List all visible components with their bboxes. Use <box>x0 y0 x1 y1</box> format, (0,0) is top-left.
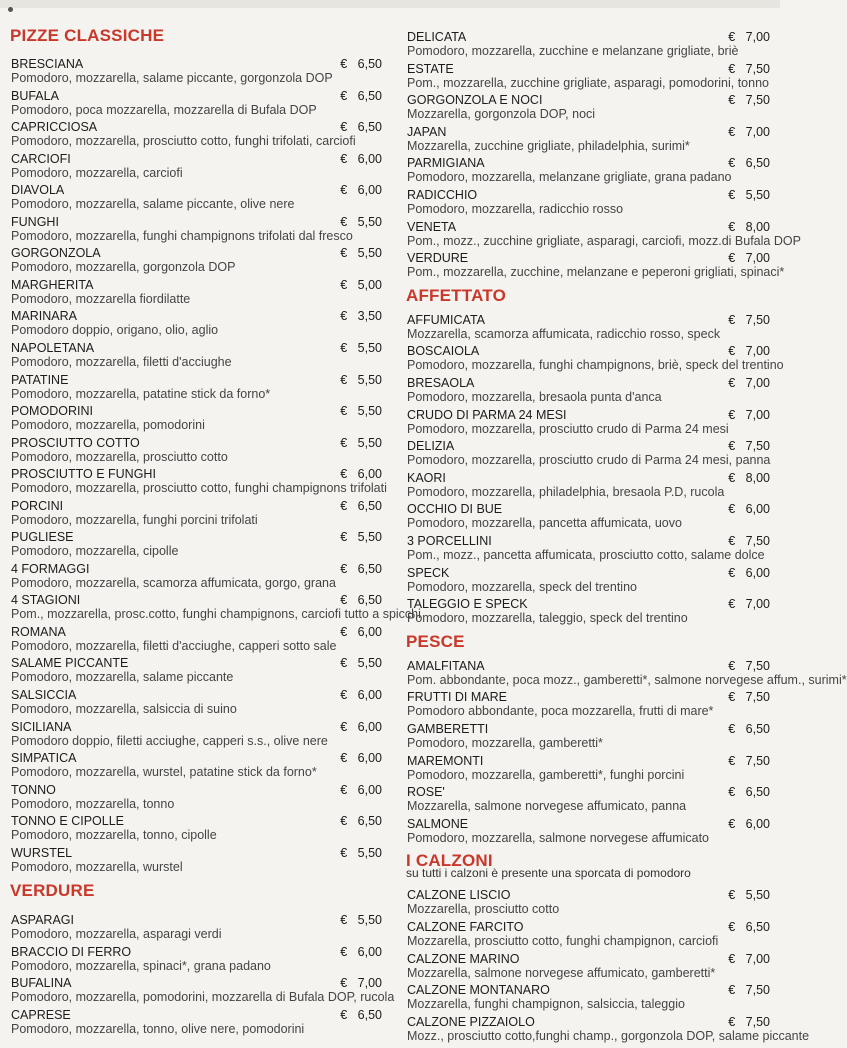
item-name: WURSTEL <box>11 845 73 860</box>
item-price: € 7,00 <box>728 124 770 139</box>
item-price: € 8,00 <box>728 470 770 485</box>
menu-item <box>406 566 770 598</box>
menu-item <box>406 754 770 786</box>
item-description: Pom. abbondante, poca mozz., gamberetti*, salmone norvegese affum., surimi* <box>407 672 847 687</box>
item-name: TALEGGIO E SPECK <box>407 597 528 612</box>
item-price: € 5,00 <box>340 277 382 292</box>
section-note: su tutti i calzoni è presente una sporcata di pomodoro <box>406 866 691 881</box>
item-price: € 6,00 <box>340 719 382 734</box>
item-description: Pomodoro, mozzarella, melanzane grigliate, grana padano <box>407 170 732 185</box>
menu-item <box>10 89 382 121</box>
item-name: GORGONZOLA <box>11 246 101 261</box>
item-price: € 6,50 <box>340 814 382 829</box>
item-price: € 6,50 <box>340 498 382 513</box>
item-price: € 6,50 <box>728 156 770 171</box>
item-price: € 5,50 <box>340 246 382 261</box>
item-name: BRACCIO DI FERRO <box>11 944 132 959</box>
item-name: TONNO <box>11 782 56 797</box>
item-description: Pomodoro, mozzarella, scamorza affumicata, gorgo, grana <box>11 575 336 590</box>
item-name: BUFALA <box>11 88 59 103</box>
item-name: VERDURE <box>407 251 469 266</box>
item-description: Pomodoro, mozzarella fiordilatte <box>11 291 191 306</box>
menu-item <box>406 439 770 471</box>
item-price: € 7,50 <box>728 439 770 454</box>
item-name: SALSICCIA <box>11 688 77 702</box>
item-description: Pomodoro, mozzarella, taleggio, speck del trentino <box>407 611 688 626</box>
item-name: CALZONE MONTANARO <box>407 983 550 998</box>
item-name: PROSCIUTTO E FUNGHI <box>11 467 156 482</box>
item-price: € 7,00 <box>728 597 770 612</box>
item-description: Pomodoro, mozzarella, salame piccante <box>11 670 234 685</box>
item-description: Pomodoro abbondante, poca mozzarella, frutti di mare* <box>407 704 714 719</box>
menu-item <box>406 188 770 220</box>
item-name: ASPARAGI <box>11 913 74 928</box>
menu-item <box>406 952 770 984</box>
section-heading: AFFETTATO <box>406 285 507 305</box>
menu-item <box>406 534 770 566</box>
item-name: CALZONE FARCITO <box>407 920 524 934</box>
menu-item <box>10 814 382 846</box>
menu-item <box>406 62 770 94</box>
item-description: Pom., mozzarella, zucchine, melanzane e peperoni grigliati, spinaci* <box>407 265 785 280</box>
menu-item <box>10 341 382 373</box>
item-price: € 6,00 <box>340 944 382 959</box>
item-price: € 6,50 <box>728 785 770 800</box>
item-price: € 5,50 <box>340 656 382 671</box>
item-description: Pomodoro, mozzarella, tonno, cipolle <box>11 828 217 843</box>
menu-item <box>406 658 847 691</box>
photo-top-edge <box>0 0 780 8</box>
item-description: Mozz., prosciutto cotto,funghi champ., gorgonzola DOP, salame piccante <box>407 1028 810 1043</box>
item-price: € 7,00 <box>340 976 382 991</box>
menu-item <box>406 30 770 62</box>
item-price: € 7,00 <box>728 344 770 359</box>
item-description: Pomodoro, mozzarella, prosciutto cotto, funghi champignons trifolati <box>11 481 387 496</box>
item-description: Pom., mozz., zucchine grigliate, asparagi, carciofi, mozz.di Bufala DOP <box>407 233 801 248</box>
item-description: Pomodoro, mozzarella, filetti d'acciughe <box>11 354 232 369</box>
item-name: CRUDO DI PARMA 24 MESI <box>407 407 567 422</box>
item-price: € 6,00 <box>340 688 382 702</box>
item-price: € 6,00 <box>340 183 382 198</box>
item-price: € 7,50 <box>728 690 770 705</box>
item-price: € 6,00 <box>728 816 770 831</box>
item-description: Pomodoro, mozzarella, philadelphia, bresaola P.D, rucola <box>407 484 725 499</box>
menu-item <box>10 57 382 89</box>
item-description: Pom., mozz., pancetta affumicata, prosciutto cotto, salame dolce <box>407 548 765 562</box>
menu-item <box>406 408 770 440</box>
item-name: SALMONE <box>407 816 469 831</box>
item-description: Pom., mozzarella, zucchine grigliate, asparagi, pomodorini, tonno <box>407 75 769 90</box>
item-description: Pomodoro, mozzarella, patatine stick da forno* <box>11 386 271 401</box>
item-price: € 6,50 <box>340 561 382 576</box>
menu-item <box>406 690 770 722</box>
menu-item <box>10 152 382 184</box>
menu-item <box>10 593 421 625</box>
item-description: Pomodoro, mozzarella, prosciutto cotto <box>11 449 228 464</box>
item-name: CARCIOFI <box>11 151 71 166</box>
item-description: Pomodoro, mozzarella, tonno, olive nere, pomodorini <box>11 1021 305 1036</box>
item-description: Pomodoro, mozzarella, prosciutto crudo di Parma 24 mesi, panna <box>407 453 771 468</box>
item-name: CAPRESE <box>11 1007 71 1022</box>
item-price: € 7,50 <box>728 1014 770 1029</box>
item-description: Pomodoro, mozzarella, salsiccia di suino <box>11 702 237 716</box>
item-price: € 5,50 <box>340 404 382 419</box>
item-name: AMALFITANA <box>407 658 485 673</box>
item-description: Pomodoro, mozzarella, gorgonzola DOP <box>11 260 236 275</box>
item-description: Pomodoro, mozzarella, gamberetti* <box>407 736 603 750</box>
menu-item <box>10 720 382 752</box>
item-description: Pomodoro, mozzarella, bresaola punta d'anca <box>407 390 662 404</box>
menu-item <box>10 278 382 310</box>
item-description: Pomodoro, mozzarella, carciofi <box>11 165 183 180</box>
menu-item <box>10 309 382 341</box>
menu-item <box>406 722 770 754</box>
item-name: OCCHIO DI BUE <box>407 502 503 517</box>
item-price: € 7,50 <box>728 658 770 673</box>
menu-item <box>10 183 382 215</box>
item-name: BRESCIANA <box>11 57 84 71</box>
item-price: € 8,00 <box>728 219 770 234</box>
item-name: ROSE' <box>407 785 445 800</box>
menu-item <box>10 688 382 720</box>
item-name: PATATINE <box>11 372 69 387</box>
item-price: € 7,00 <box>728 376 770 390</box>
menu-item <box>406 785 770 817</box>
menu-item <box>406 597 770 629</box>
pin-dot <box>8 7 13 12</box>
item-price: € 6,50 <box>340 1007 382 1022</box>
menu-item <box>10 499 382 531</box>
menu-item <box>406 502 770 534</box>
item-description: Mozzarella, prosciutto cotto <box>407 902 560 917</box>
item-description: Pomodoro doppio, origano, olio, aglio <box>11 323 219 338</box>
menu-item <box>406 471 770 503</box>
item-name: MARINARA <box>11 309 77 324</box>
item-price: € 5,50 <box>340 913 382 928</box>
item-price: € 5,50 <box>728 188 770 202</box>
item-name: GORGONZOLA E NOCI <box>407 93 543 108</box>
item-description: Pomodoro, mozzarella, spinaci*, grana padano <box>11 958 271 973</box>
item-name: PARMIGIANA <box>407 156 485 171</box>
menu-item <box>10 467 387 499</box>
item-description: Mozzarella, prosciutto cotto, funghi champignon, carciofi <box>407 934 719 948</box>
menu-item <box>10 404 382 436</box>
item-name: JAPAN <box>407 124 447 139</box>
menu-item <box>10 976 395 1008</box>
item-price: € 6,50 <box>340 593 382 608</box>
item-description: Mozzarella, salmone norvegese affumicato, gamberetti* <box>407 965 716 980</box>
menu-item <box>10 751 382 783</box>
item-price: € 7,50 <box>728 534 770 548</box>
item-name: BRESAOLA <box>407 376 475 390</box>
item-price: € 7,50 <box>728 61 770 76</box>
menu-item <box>406 219 801 252</box>
menu-item <box>10 246 382 278</box>
item-name: TONNO E CIPOLLE <box>11 814 124 829</box>
item-price: € 6,00 <box>340 151 382 166</box>
item-price: € 5,50 <box>728 888 770 903</box>
menu-item <box>10 846 382 878</box>
item-description: Pomodoro, mozzarella, wurstel, patatine stick da forno* <box>11 765 317 780</box>
item-name: MAREMONTI <box>407 753 484 768</box>
item-price: € 7,50 <box>728 983 770 998</box>
item-description: Pomodoro, mozzarella, prosciutto cotto, funghi trifolati, carciofi <box>11 134 356 149</box>
menu-item <box>406 313 770 345</box>
item-description: Pomodoro, mozzarella, pomodorini <box>11 418 205 433</box>
item-price: € 7,50 <box>728 753 770 768</box>
item-price: € 7,00 <box>728 407 770 422</box>
item-price: € 6,50 <box>340 57 382 71</box>
item-name: VENETA <box>407 219 457 234</box>
item-description: Mozzarella, gorgonzola DOP, noci <box>407 107 596 122</box>
item-name: ESTATE <box>407 61 454 76</box>
menu-item <box>406 888 770 920</box>
item-price: € 5,50 <box>340 214 382 229</box>
item-price: € 7,50 <box>728 312 770 327</box>
item-name: MARGHERITA <box>11 277 94 292</box>
item-name: AFFUMICATA <box>407 312 486 327</box>
item-description: Pomodoro, mozzarella, tonno <box>11 796 175 811</box>
item-description: Pomodoro, mozzarella, pomodorini, mozzarella di Bufala DOP, rucola <box>11 990 395 1005</box>
item-name: CALZONE LISCIO <box>407 888 511 903</box>
item-price: € 6,50 <box>340 88 382 103</box>
item-price: € 6,00 <box>340 467 382 482</box>
item-name: SICILIANA <box>11 719 72 734</box>
menu-item <box>406 1014 810 1047</box>
item-name: CAPRICCIOSA <box>11 120 98 135</box>
item-description: Pomodoro, mozzarella, zucchine e melanzane grigliate, briè <box>407 44 739 58</box>
item-price: € 3,50 <box>340 309 382 324</box>
menu-item <box>10 656 382 688</box>
section-heading: PESCE <box>406 631 465 651</box>
menu-item <box>10 562 382 594</box>
item-description: Pomodoro, mozzarella, gamberetti*, funghi porcini <box>407 767 685 782</box>
item-price: € 5,50 <box>340 435 382 450</box>
item-price: € 6,50 <box>728 722 770 736</box>
menu-item <box>10 436 382 468</box>
item-price: € 7,50 <box>728 93 770 108</box>
menu-item <box>10 1008 382 1040</box>
menu-item <box>10 530 382 562</box>
item-description: Pomodoro, mozzarella, asparagi verdi <box>11 927 222 942</box>
menu-item <box>406 125 770 157</box>
item-name: DIAVOLA <box>11 183 65 198</box>
item-description: Pomodoro, mozzarella, funghi champignons, briè, speck del trentino <box>407 358 784 373</box>
item-name: ROMANA <box>11 624 66 639</box>
item-price: € 6,00 <box>728 565 770 580</box>
item-name: POMODORINI <box>11 404 93 419</box>
item-description: Pomodoro, mozzarella, speck del trentino <box>407 579 637 594</box>
item-name: SPECK <box>407 565 450 580</box>
item-name: PROSCIUTTO COTTO <box>11 435 140 450</box>
item-description: Pomodoro, mozzarella, radicchio rosso <box>407 202 624 216</box>
item-name: SIMPATICA <box>11 751 77 766</box>
item-price: € 7,00 <box>728 30 770 44</box>
item-name: 4 FORMAGGI <box>11 561 90 576</box>
item-price: € 5,50 <box>340 530 382 545</box>
item-description: Pomodoro, mozzarella, cipolle <box>11 544 179 559</box>
item-price: € 6,50 <box>340 120 382 135</box>
menu-item <box>10 120 382 152</box>
item-name: NAPOLETANA <box>11 340 95 355</box>
item-description: Pomodoro, poca mozzarella, mozzarella di Bufala DOP <box>11 102 317 117</box>
item-name: PORCINI <box>11 498 64 513</box>
item-description: Mozzarella, scamorza affumicata, radicchio rosso, speck <box>407 326 721 341</box>
item-price: € 6,00 <box>340 624 382 639</box>
item-name: CALZONE MARINO <box>407 951 520 966</box>
menu-item <box>406 983 770 1015</box>
item-price: € 5,50 <box>340 845 382 860</box>
item-description: Pomodoro, mozzarella, prosciutto crudo di Parma 24 mesi <box>407 421 729 436</box>
item-name: DELIZIA <box>407 439 455 454</box>
item-name: RADICCHIO <box>407 188 478 202</box>
item-name: SALAME PICCANTE <box>11 656 129 671</box>
menu-item <box>10 783 382 815</box>
item-price: € 5,50 <box>340 372 382 387</box>
item-price: € 6,00 <box>340 782 382 797</box>
menu-item <box>406 156 770 188</box>
item-description: Pomodoro, mozzarella, salmone norvegese affumicato <box>407 830 710 845</box>
section-heading: VERDURE <box>10 881 95 901</box>
item-name: BUFALINA <box>11 976 72 991</box>
menu-item <box>10 625 382 657</box>
menu-item <box>10 945 382 977</box>
item-price: € 7,00 <box>728 951 770 966</box>
item-name: 3 PORCELLINI <box>407 534 492 548</box>
item-description: Pomodoro, mozzarella, filetti d'acciughe, capperi sotto sale <box>11 638 337 653</box>
item-description: Pomodoro doppio, filetti acciughe, capperi s.s., olive nere <box>11 733 328 748</box>
menu-item <box>406 376 770 408</box>
item-description: Pom., mozzarella, prosc.cotto, funghi champignons, carciofi tutto a spicchi <box>11 607 421 622</box>
menu-item <box>10 373 382 405</box>
menu-item <box>406 817 770 849</box>
item-price: € 6,00 <box>340 751 382 766</box>
item-name: FRUTTI DI MARE <box>407 690 507 705</box>
item-price: € 7,00 <box>728 251 770 266</box>
item-name: DELICATA <box>407 30 467 44</box>
item-description: Pomodoro, mozzarella, salame piccante, gorgonzola DOP <box>11 71 333 85</box>
item-description: Pomodoro, mozzarella, pancetta affumicata, uovo <box>407 516 682 531</box>
item-description: Pomodoro, mozzarella, salame piccante, olive nere <box>11 197 295 212</box>
item-name: FUNGHI <box>11 214 59 229</box>
item-name: 4 STAGIONI <box>11 593 81 608</box>
item-description: Pomodoro, mozzarella, funghi champignons trifolati dal fresco <box>11 228 353 243</box>
item-price: € 6,50 <box>728 920 770 934</box>
menu-item <box>406 344 784 376</box>
item-price: € 5,50 <box>340 340 382 355</box>
item-price: € 6,00 <box>728 502 770 517</box>
menu-item <box>406 93 770 125</box>
item-name: KAORI <box>407 470 446 485</box>
menu-item <box>406 251 785 283</box>
section-heading: PIZZE CLASSICHE <box>10 26 165 45</box>
item-description: Pomodoro, mozzarella, funghi porcini trifolati <box>11 512 258 527</box>
section-heading: I CALZONI <box>406 851 493 871</box>
item-name: BOSCAIOLA <box>407 344 480 359</box>
item-name: PUGLIESE <box>11 530 74 545</box>
item-description: Pomodoro, mozzarella, wurstel <box>11 859 183 874</box>
menu-item <box>10 913 382 945</box>
menu-item <box>10 215 382 247</box>
menu-item <box>406 920 770 952</box>
item-name: GAMBERETTI <box>407 722 489 736</box>
item-name: CALZONE PIZZAIOLO <box>407 1014 535 1029</box>
item-description: Mozzarella, zucchine grigliate, philadelphia, surimi* <box>407 138 690 153</box>
item-description: Mozzarella, salmone norvegese affumicato, panna <box>407 799 687 814</box>
item-description: Mozzarella, funghi champignon, salsiccia, taleggio <box>407 997 685 1012</box>
